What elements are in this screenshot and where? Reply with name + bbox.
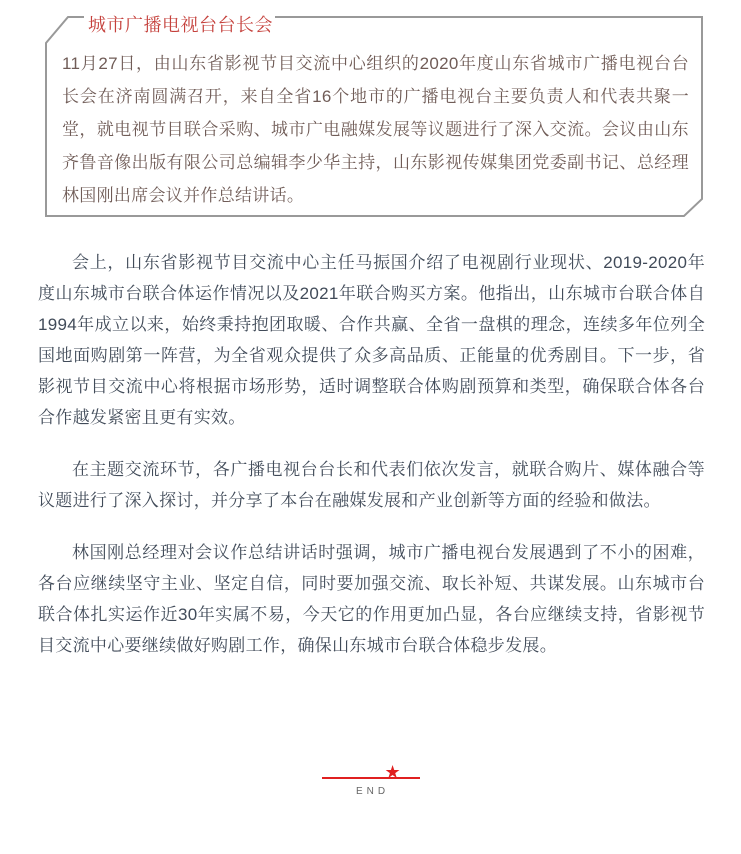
callout-title: 城市广播电视台台长会	[88, 15, 273, 35]
callout-body-text: 11月27日，由山东省影视节目交流中心组织的2020年度山东省城市广播电视台台长会在济南圆满召开，来自全省16个地市的广播电视台主要负责人和代表共聚一堂，就电视节目联合采购、城市广电融媒发展等议题进行了深入交流。会议由山东齐鲁音像出版有限公司总编辑李少华主持，山东影视传媒集团党委副书记、总经理林国刚出席会议并作总结讲话。	[62, 54, 689, 205]
end-divider	[0, 761, 741, 798]
star-icon: ★	[384, 762, 401, 782]
article-body	[38, 247, 705, 661]
end-divider-line	[322, 762, 420, 782]
article-paragraph: 在主题交流环节，各广播电视台台长和代表们依次发言，就联合购片、媒体融合等议题进行了深入探讨，并分享了本台在融媒发展和产业创新等方面的经验和做法。	[38, 460, 705, 510]
end-label: END	[355, 786, 390, 797]
article-paragraph: 林国刚总经理对会议作总结讲话时强调，城市广播电视台发展遇到了不小的困难，各台应继续坚守主业、坚定自信，同时要加强交流、取长补短、共谋发展。山东城市台联合体扎实运作近30年实属不易，今天它的作用更加凸显，各台应继续支持，省影视节目交流中心要继续做好购剧工作，确保山东城市台联合体稳步发展。	[38, 543, 705, 655]
article-paragraph: 会上，山东省影视节目交流中心主任马振国介绍了电视剧行业现状、2019-2020年度山东城市台联合体运作情况以及2021年联合购买方案。他指出，山东城市台联合体自1994年成立以来，始终秉持抱团取暖、合作共赢、全省一盘棋的理念，连续多年位列全国地面购剧第一阵营，为全省观众提供了众多高品质、正能量的优秀剧目。下一步，省影视节目交流中心将根据市场形势，适时调整联合体购剧预算和类型，确保联合体各台合作越发紧密且更有实效。	[38, 253, 705, 427]
intro-callout-box	[45, 15, 705, 219]
